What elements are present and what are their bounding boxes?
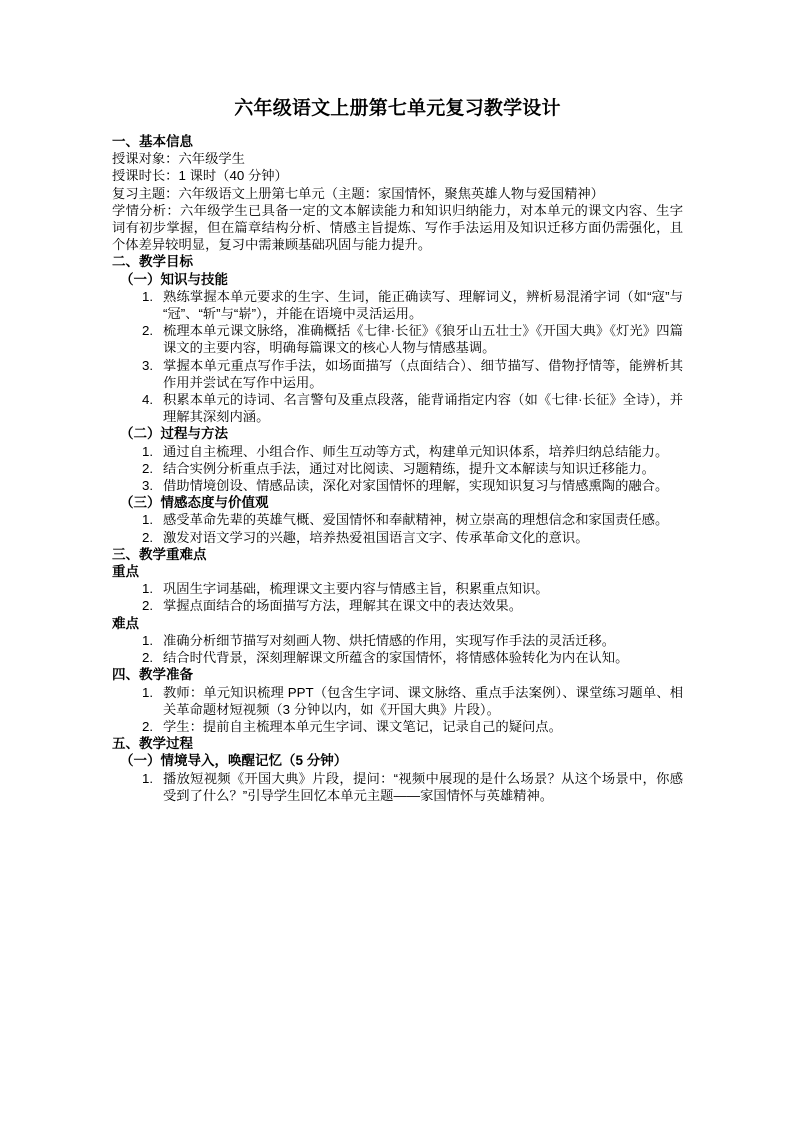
list-item: 学生：提前自主梳理本单元生字词、课文笔记，记录自己的疑问点。 [163, 718, 562, 734]
list-item: 感受革命先辈的英雄气概、爱国情怀和奉献精神，树立崇高的理想信念和家国责任感。 [163, 512, 669, 528]
list-item: 通过自主梳理、小组合作、师生互动等方式，构建单元知识体系，培养归纳总结能力。 [163, 443, 669, 459]
objective-list-knowledge-skills [112, 288, 683, 426]
list-item: 结合时代背景，深刻理解课文所蕴含的家国情怀，将情感体验转化为内在认知。 [163, 650, 629, 666]
page-title: 六年级语文上册第七单元复习教学设计 [234, 98, 561, 119]
section-heading-objectives: 二、教学目标 [112, 254, 193, 270]
basic-info-line-teaching-object: 授课对象：六年级学生 [112, 151, 245, 167]
objective-list-process-methods [112, 443, 683, 495]
basic-info-line-student-analysis: 学情分析：六年级学生已具备一定的文本解读能力和知识归纳能力，对本单元的课文内容、生字词有初步掌握，但在篇章结构分析、情感主旨提炼、写作手法运用及知识迁移方面仍需强化，且个体差异较明显，复习中需兼顾基础巩固与能力提升。 [112, 202, 683, 253]
section-process [112, 735, 683, 804]
basic-info-line-duration: 授课时长：1 课时（40 分钟） [112, 168, 288, 184]
section-key-difficulties [112, 546, 683, 666]
key-points-list [112, 580, 683, 614]
list-item: 准确分析细节描写对刻画人物、烘托情感的作用，实现写作手法的灵活迁移。 [163, 632, 616, 648]
section-heading-process: 五、教学过程 [112, 736, 193, 752]
list-item: 掌握点面结合的场面描写方法，理解其在课文中的表达效果。 [163, 598, 523, 614]
list-item: 巩固生字词基础，梳理课文主要内容与情感主旨，积累重点知识。 [163, 581, 549, 597]
preparation-list [112, 684, 683, 736]
list-item: 借助情境创设、情感品读，深化对家国情怀的理解，实现知识复习与情感熏陶的融合。 [163, 478, 669, 494]
list-item: 教师：单元知识梳理 PPT（包含生字词、课文脉络、重点手法案例）、课堂练习题单、相关革命题材短视频（3 分钟以内，如《开国大典》片段）。 [163, 684, 683, 717]
subsection-heading-situational-intro: （一）情境导入，唤醒记忆（5 分钟） [120, 753, 348, 769]
process-list-situational-intro [112, 770, 683, 804]
list-item: 梳理本单元课文脉络，准确概括《七律·长征》《狼牙山五壮士》《开国大典》《灯光》四篇课文的主要内容，明确每篇课文的核心人物与情感基调。 [163, 323, 683, 356]
section-objectives [112, 253, 683, 545]
list-item: 结合实例分析重点手法，通过对比阅读、习题精练，提升文本解读与知识迁移能力。 [163, 460, 655, 476]
subsection-heading-difficult-points: 难点 [112, 615, 139, 631]
basic-info-line-review-topic: 复习主题：六年级语文上册第七单元（主题：家国情怀，聚焦英雄人物与爱国精神） [112, 185, 604, 201]
list-item: 熟练掌握本单元要求的生字、生词，能正确读写、理解词义，辨析易混淆字词（如“寇”与“冠”、“斩”与“崭”），并能在语境中灵活运用。 [163, 288, 683, 322]
section-preparation [112, 666, 683, 735]
section-heading-preparation: 四、教学准备 [112, 667, 193, 683]
subsection-heading-attitude-values: （三）情感态度与价值观 [120, 495, 269, 511]
subsection-heading-process-methods: （二）过程与方法 [120, 426, 228, 442]
subsection-heading-knowledge-skills: （一）知识与技能 [120, 271, 228, 287]
subsection-heading-key-points: 重点 [112, 564, 139, 580]
list-item: 播放短视频《开国大典》片段，提问：“视频中展现的是什么场景？从这个场景中，你感受到了什么？”引导学生回忆本单元主题——家国情怀与英雄精神。 [163, 770, 683, 803]
list-item: 掌握本单元重点写作手法，如场面描写（点面结合）、细节描写、借物抒情等，能辨析其作用并尝试在写作中运用。 [163, 357, 683, 390]
list-item: 激发对语文学习的兴趣，培养热爱祖国语言文字、传承革命文化的意识。 [163, 529, 589, 545]
list-item: 积累本单元的诗词、名言警句及重点段落，能背诵指定内容（如《七律·长征》全诗），并理解其深刻内涵。 [163, 392, 683, 425]
difficult-points-list [112, 632, 683, 666]
objective-list-attitude-values [112, 511, 683, 545]
section-heading-basic-info: 一、基本信息 [112, 134, 193, 149]
section-basic-info [112, 133, 683, 253]
section-heading-key-difficulties: 三、教学重难点 [112, 546, 207, 562]
